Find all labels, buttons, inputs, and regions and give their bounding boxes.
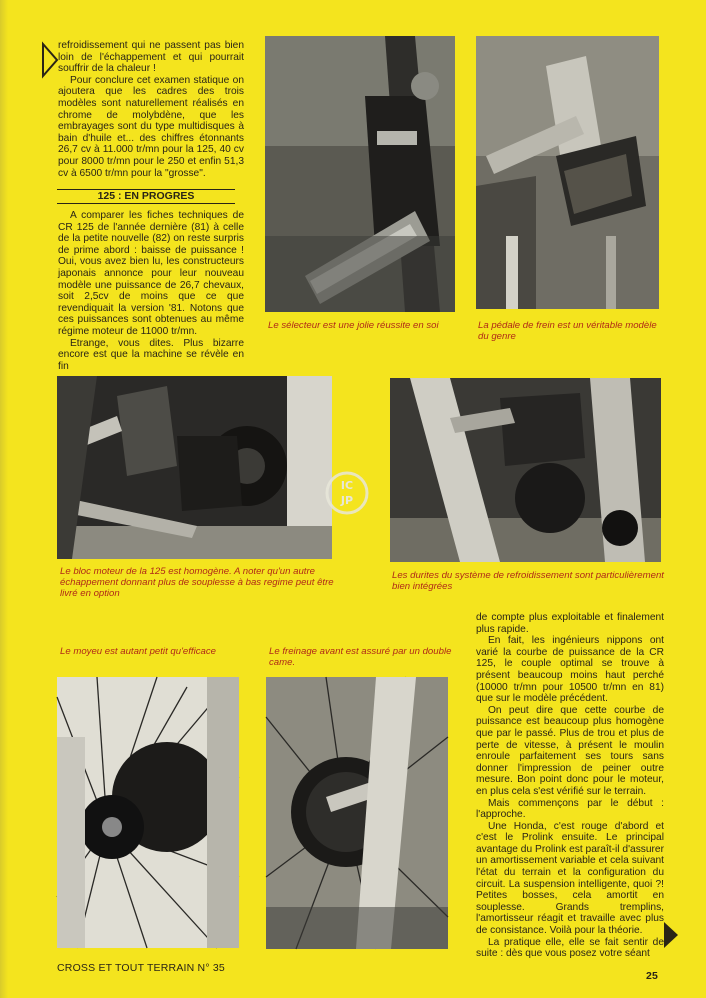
intro-paragraph-1: refroidissement qui ne passent pas bien loin de l'échappement et qui pourrait souffrir de la chaleur ! [58, 40, 244, 75]
photo-front-brake [266, 677, 448, 949]
col3-paragraph-5: Une Honda, c'est rouge d'abord et c'est le Prolink ensuite. Le principal avantage du Prolink est paraît-il d'assurer un amortissement variable et cela suivant l'état du terrain et la configuration du circuit. La suspension intelligente, quoi ?! Petites bosses, cela amortit en souplesse. Grands tremplins, l'amortisseur réagit et travaille avec plus de consistance. Voilà pour la théorie. [476, 820, 664, 937]
section-paragraph-1: A comparer les fiches techniques de CR 125 de l'année dernière (81) à celle de la petite nouvelle (82) on reste surpris de prime abord : baisse de puissance ! Oui, vous avez bien lu, les constructeurs japonais annonce pour leur nouveau modèle une puissance de 26,7 chevaux, soit 2,5cv de moins que ce que revendiquait la version '81. Notons que ces puissances sont obtenues au même régime moteur de 11000 tr/mn. [58, 210, 244, 337]
section-heading: 125 : EN PROGRES [57, 189, 235, 204]
col3-paragraph-2: En fait, les ingénieurs nippons ont varié la courbe de puissance de la CR 125, le couple optimal se trouve à présent beaucoup moins haut perché (10000 tr/mn pour 10500 tr/mn en 81) que sur le modèle précédent. [476, 635, 664, 705]
caption-selecteur: Le sélecteur est une jolie réussite en soi [268, 320, 439, 331]
photo-rear-hub [57, 677, 239, 948]
caption-freinage: Le freinage avant est assuré par un double came. [269, 646, 452, 668]
caption-durites: Les durites du système de refroidissement sont particulièrement bien intégrées [392, 570, 664, 592]
footer-magazine-title: CROSS ET TOUT TERRAIN N° 35 [57, 962, 225, 974]
footer-page-number: 25 [646, 970, 659, 982]
col3-paragraph-1: de compte plus exploitable et finalement plus rapide. [476, 612, 664, 635]
svg-text:IC: IC [340, 479, 354, 492]
caption-moyeu: Le moyeu est autant petit qu'efficace [60, 646, 216, 657]
caption-pedale: La pédale de frein est un véritable modèle du genre [478, 320, 657, 342]
col3-paragraph-3: On peut dire que cette courbe de puissance est beaucoup plus homogène que par le passé. Plus de trou et plus de perte de vitesse, à présent le moulin enroule parfaitement ses tours sans donner l'impression de peiner outre mesure. Bon point donc pour le moteur, en plus cela s'est vérifié sur le terrain. [476, 704, 664, 797]
next-page-arrow-icon [664, 922, 678, 948]
page-edge-shadow [0, 0, 8, 998]
svg-text:JP: JP [340, 494, 354, 507]
caption-bloc-moteur: Le bloc moteur de la 125 est homogène. A noter qu'un autre échappement donnant plus de souplesse à bas regime peut être livré en option [60, 566, 334, 599]
col3-paragraph-6: La pratique elle, elle se fait sentir de suite : dès que vous posez votre séant [476, 936, 664, 960]
continuation-arrow-icon [42, 43, 58, 77]
photo-engine-block [57, 376, 332, 559]
column-3-text [476, 612, 664, 960]
watermark-logo-icon [324, 465, 370, 521]
section-paragraph-2: Etrange, vous dites. Plus bizarre encore est que la machine se révèle en fin [58, 337, 244, 372]
photo-brake-pedal [476, 36, 659, 309]
photo-cooling-hoses [390, 378, 661, 562]
photo-gear-selector [265, 36, 455, 312]
column-1-intro [58, 40, 244, 179]
intro-paragraph-2: Pour conclure cet examen statique on ajoutera que les cadres des trois modèles sont naturellement réalisés en chrome de molybdène, que les embrayages sont du type multidisques à bain d'huile et... des chiffres étonnants 26,7 cv à 11.000 tr/mn pour la 125, 40 cv pour 8000 tr/mn pour le 250 et enfin 51,3 cv à 6500 tr/mn pour la "grosse". [58, 74, 244, 179]
col3-paragraph-4: Mais commençons par le début : l'approche. [476, 797, 664, 821]
column-1-section [58, 210, 244, 372]
